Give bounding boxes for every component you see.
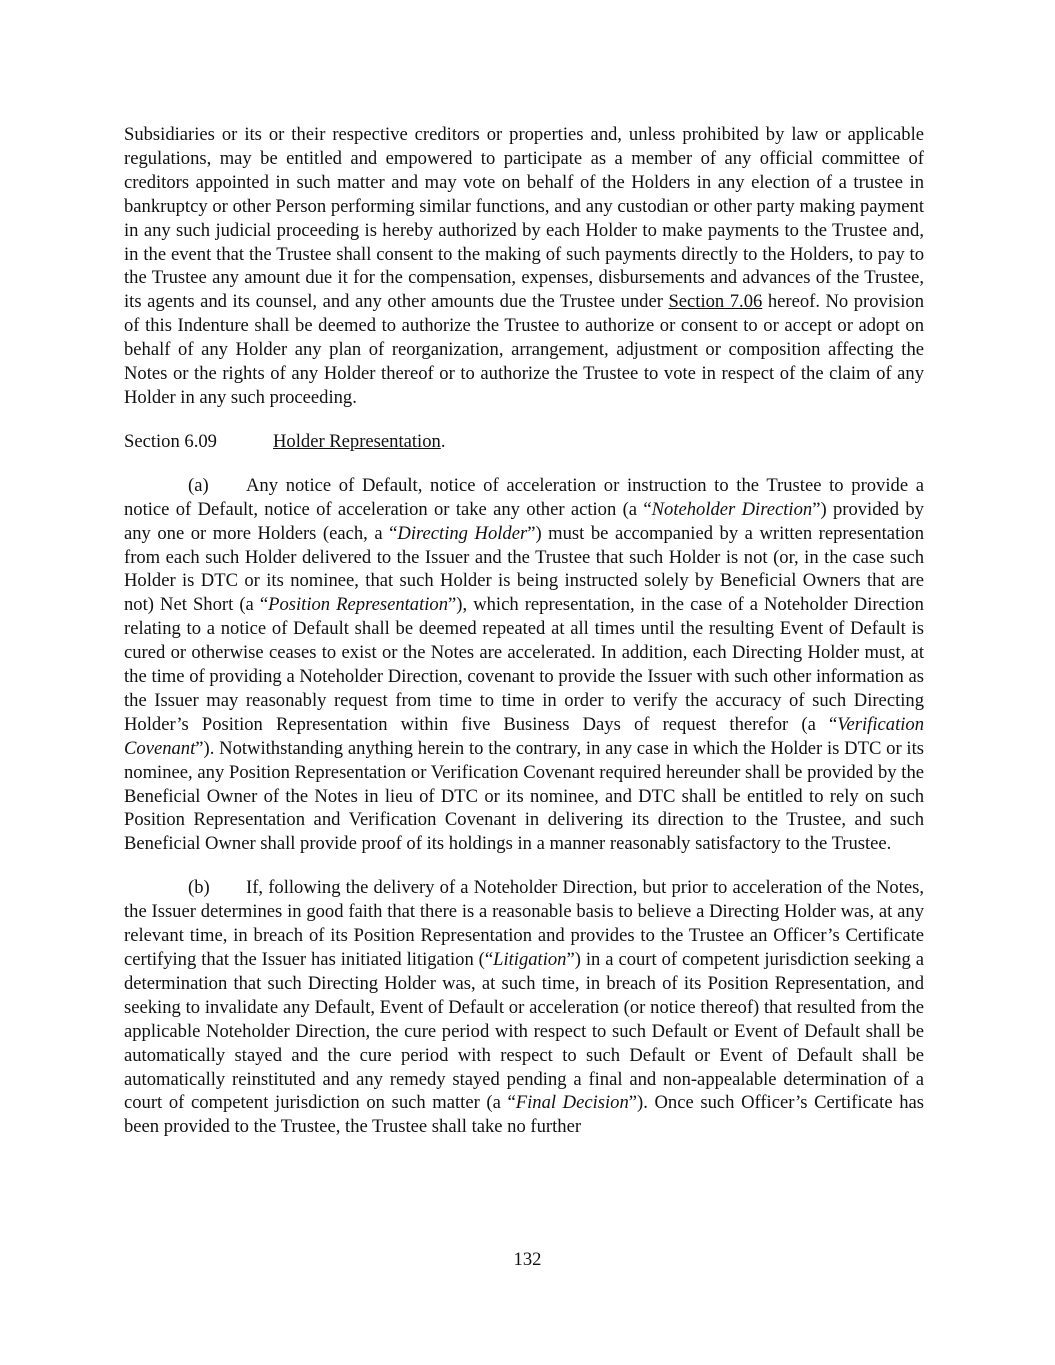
section-number: Section 6.09: [124, 430, 217, 452]
defined-term: Position Representation: [268, 594, 449, 616]
paragraph-label: (a): [188, 474, 209, 496]
document-page: [124, 123, 924, 1139]
text-run: Subsidiaries or its or their respective creditors or properties and, unless prohibited by law or applicable regulations, may be entitled and empowered to participate as a member of any official committee of creditors appointed in such matter and may vote on behalf of the Holders in any election of a trustee in bankruptcy or other Person performing similar functions, and any custodian or other party making payment in any such judicial proceeding is hereby authorized by each Holder to make payments to the Trustee and, in the event that the Trustee shall consent to the making of such payments directly to the Holders, to pay to the Trustee any amount due it for the compensation, expenses, disbursements and advances of the Trustee, its agents and its counsel, and any other amounts due the Trustee under: [124, 124, 924, 313]
page-number: 132: [513, 1249, 542, 1270]
defined-term: Directing Holder: [397, 522, 528, 544]
text-run: Any notice of Default, notice of acceleration or instruction to the Trustee to provide a notice of Default, notice of acceleration or take any other action (a “: [124, 474, 924, 520]
section-title-period: .: [440, 430, 446, 452]
paragraph-continuation: [124, 123, 924, 410]
text-run: ”) in a court of competent jurisdiction seeking a determination that such Directing Holder was, at such time, in breach of its Position Representation, and seeking to invalidate any Default, Event of Default or acceleration (or notice thereof) that resulted from the applicable Noteholder Direction, the cure period with respect to such Default or Event of Default shall be automatically stayed and the cure period with respect to such Default or Event of Default shall be automatically reinstituted and any remedy stayed pending a final and non-appealable determination of a court of competent jurisdiction on such matter (a “: [124, 949, 925, 1114]
paragraph-b: [124, 876, 924, 1139]
defined-term: Litigation: [493, 949, 567, 970]
text-run: ”). Notwithstanding anything herein to the contrary, in any case in which the Holder is DTC or its nominee, any Position Representation or Verification Covenant required hereunder shall be provided by the Beneficial Owner of the Notes in lieu of DTC or its nominee, and DTC shall be entitled to rely on such Position Representation and Verification Covenant in delivering its direction to the Trustee, and such Beneficial Owner shall provide proof of its holdings in a manner reasonably satisfactory to the Trustee.: [124, 737, 924, 855]
section-reference-link[interactable]: Section 7.06: [668, 291, 763, 313]
defined-term: Verification Covenant: [124, 713, 924, 759]
section-heading: [124, 430, 924, 454]
text-run: If, following the delivery of a Noteholder Direction, but prior to acceleration of the Notes, the Issuer determines in good faith that there is a reasonable basis to believe a Directing Holder was, at any relevant time, in breach of its Position Representation and provides to the Trustee an Officer’s Certificate certifying that the Issuer has initiated litigation (“: [124, 877, 924, 970]
paragraph-label: (b): [188, 877, 210, 899]
defined-term: Noteholder Direction: [651, 498, 813, 520]
section-title: Holder Representation: [273, 430, 441, 452]
paragraph-a: [124, 474, 924, 857]
text-run: ”). Once such Officer’s Certificate has been provided to the Trustee, the Trustee shall take no further: [124, 1092, 925, 1138]
text-run: ”), which representation, in the case of a Noteholder Direction relating to a notice of Default shall be deemed repeated at all times until the resulting Event of Default is cured or otherwise ceases to exist or the Notes are accelerated. In addition, each Directing Holder must, at the time of providing a Noteholder Direction, covenant to provide the Issuer with such other information as the Issuer may reasonably request from time to time in order to verify the accuracy of such Directing Holder’s Position Representation within five Business Days of request therefor (a “: [124, 594, 924, 735]
text-run: hereof. No provision of this Indenture shall be deemed to authorize the Trustee to authorize or consent to or accept or adopt on behalf of any Holder any plan of reorganization, arrangement, adjustment or composition affecting the Notes or the rights of any Holder thereof or to authorize the Trustee to vote in respect of the claim of any Holder in any such proceeding.: [124, 291, 924, 408]
defined-term: Final Decision: [515, 1092, 629, 1114]
text-run: ”) must be accompanied by a written representation from each such Holder delivered to the Issuer and the Trustee that such Holder is not (or, in the case such Holder is DTC or its nominee, that such Holder is being instructed solely by Beneficial Owners that are not) Net Short (a “: [124, 522, 924, 616]
text-run: ”) provided by any one or more Holders (each, a “: [124, 498, 924, 544]
